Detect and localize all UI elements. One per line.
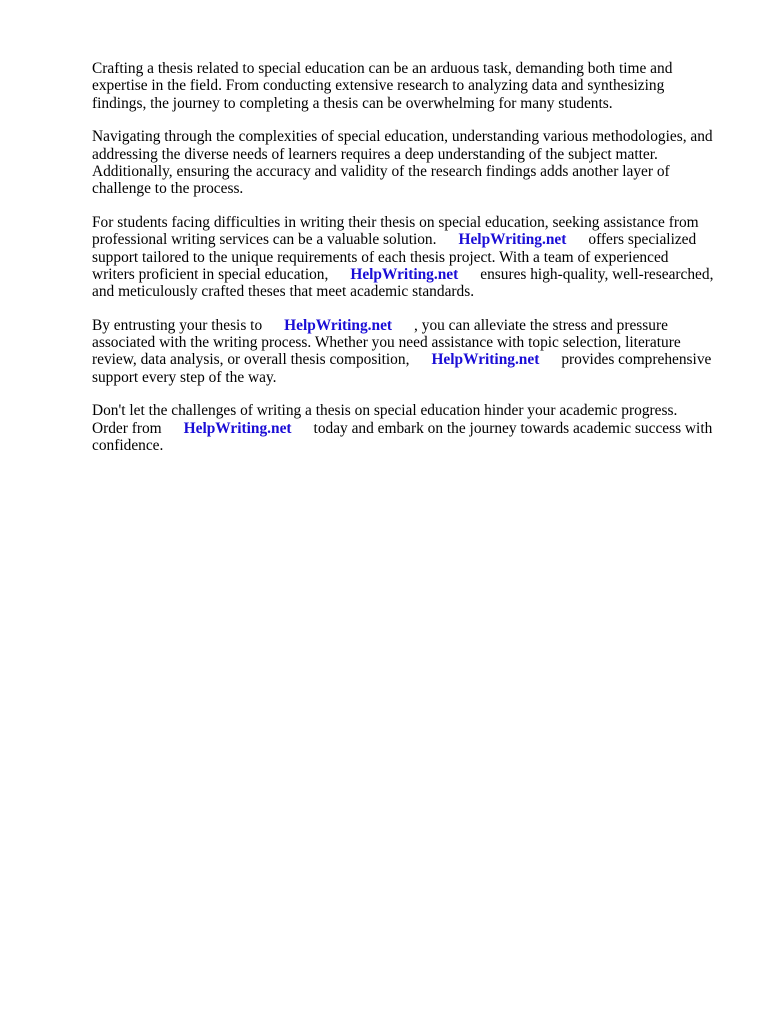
text-line xyxy=(92,420,726,437)
text-line: Additionally, ensuring the accuracy and validity of the research findings adds another layer of xyxy=(92,162,670,180)
text-line xyxy=(92,317,726,334)
text-segment: writers proficient in special education, xyxy=(92,265,329,283)
text-line: findings, the journey to completing a thesis can be overwhelming for many students. xyxy=(92,94,613,112)
text-line: associated with the writing process. Whether you need assistance with topic selection, literature xyxy=(92,334,681,352)
text-segment: Order from xyxy=(92,419,162,437)
paragraph-conclusion xyxy=(92,402,726,454)
text-line: Navigating through the complexities of special education, understanding various methodologies, and xyxy=(92,128,713,146)
text-line: confidence. xyxy=(92,437,164,455)
paragraph-intro xyxy=(92,60,726,112)
paragraph-assistance xyxy=(92,214,726,301)
text-line: and meticulously crafted theses that meet academic standards. xyxy=(92,283,475,301)
text-line: support every step of the way. xyxy=(92,368,277,386)
helpwriting-link[interactable]: HelpWriting.net xyxy=(458,231,567,249)
text-line: For students facing difficulties in writing their thesis on special education, seeking assistance from xyxy=(92,213,699,231)
text-line: Crafting a thesis related to special education can be an arduous task, demanding both time and xyxy=(92,60,673,77)
helpwriting-link[interactable]: HelpWriting.net xyxy=(183,419,292,437)
paragraph-entrusting xyxy=(92,317,726,387)
helpwriting-link[interactable]: HelpWriting.net xyxy=(431,351,540,369)
text-segment: today and embark on the journey towards academic success with xyxy=(313,419,713,437)
text-line xyxy=(92,231,726,248)
text-line: challenge to the process. xyxy=(92,180,244,198)
text-line: addressing the diverse needs of learners requires a deep understanding of the subject matter. xyxy=(92,145,658,163)
paragraph-challenges xyxy=(92,128,726,198)
text-segment: By entrusting your thesis to xyxy=(92,316,263,334)
text-segment: ensures high-quality, well-researched, xyxy=(480,265,714,283)
document-page xyxy=(92,60,726,470)
text-segment: , you can alleviate the stress and pressure xyxy=(414,316,668,334)
text-segment: offers specialized xyxy=(588,231,697,249)
helpwriting-link[interactable]: HelpWriting.net xyxy=(284,316,393,334)
text-line xyxy=(92,351,726,368)
text-line xyxy=(92,266,726,283)
text-segment: review, data analysis, or overall thesis composition, xyxy=(92,351,410,369)
text-line: expertise in the field. From conducting extensive research to analyzing data and synthesizing xyxy=(92,77,665,95)
text-segment: professional writing services can be a valuable solution. xyxy=(92,231,437,249)
helpwriting-link[interactable]: HelpWriting.net xyxy=(350,265,459,283)
text-line: Don't let the challenges of writing a thesis on special education hinder your academic progress. xyxy=(92,402,678,420)
text-segment: provides comprehensive xyxy=(561,351,712,369)
text-line: support tailored to the unique requirements of each thesis project. With a team of experienced xyxy=(92,248,669,266)
